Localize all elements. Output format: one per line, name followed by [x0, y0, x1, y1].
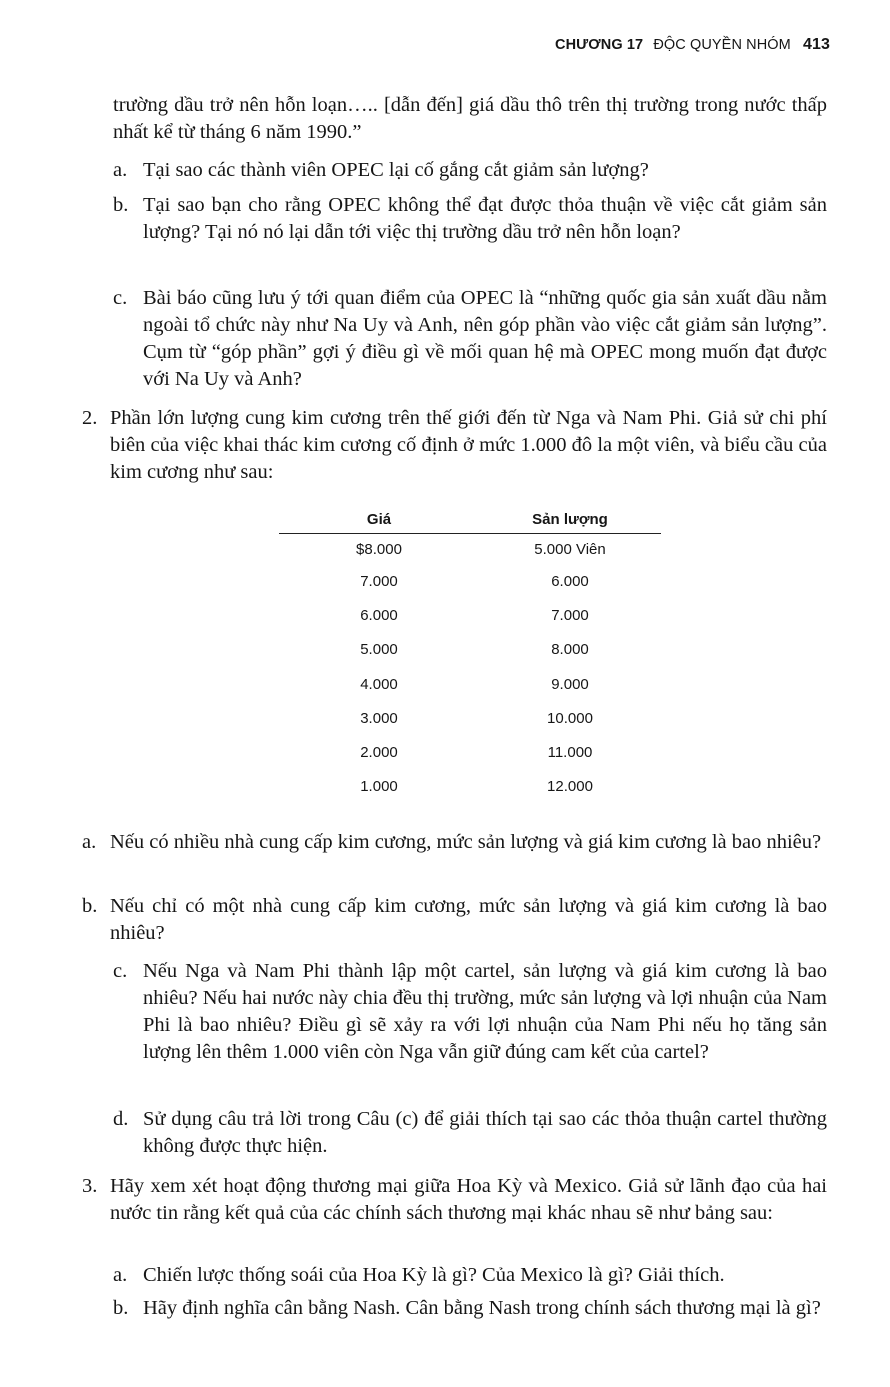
- question-2a: [82, 829, 827, 856]
- quantity-cell: 7.000: [551, 606, 589, 624]
- question-text: Phần lớn lượng cung kim cương trên thế giới đến từ Nga và Nam Phi. Giả sử chi phí biên của việc khai thác kim cương cố định ở mức 1.000 đô la một viên, và biểu cầu của kim cương như sau:: [110, 407, 827, 483]
- table-row: [279, 701, 661, 735]
- table-row: [279, 667, 661, 701]
- question-3a: [113, 1262, 827, 1289]
- question-2b: [82, 893, 827, 947]
- quantity-cell: 8.000: [551, 641, 589, 659]
- table-row: [279, 534, 661, 564]
- question-1a: [113, 157, 827, 184]
- chapter-title: ĐỘC QUYỀN NHÓM: [653, 37, 791, 53]
- question-text: Hãy định nghĩa cân bằng Nash. Cân bằng Nash trong chính sách thương mại là gì?: [143, 1297, 821, 1319]
- intro-paragraph: [113, 92, 827, 146]
- price-cell: 6.000: [360, 606, 398, 624]
- intro-text: trường dầu trở nên hỗn loạn….. [dẫn đến] giá dầu thô trên thị trường trong nước thấp nhất kể từ tháng 6 năm 1990.”: [113, 94, 827, 143]
- question-marker: 2.: [82, 407, 98, 429]
- quantity-cell: 6.000: [551, 572, 589, 590]
- column-header-quantity: Sản lượng: [532, 511, 608, 528]
- question-text: Nếu chỉ có một nhà cung cấp kim cương, mức sản lượng và giá kim cương là bao nhiêu?: [110, 895, 827, 944]
- page-number: 413: [803, 36, 830, 53]
- question-text: Hãy xem xét hoạt động thương mại giữa Hoa Kỳ và Mexico. Giả sử lãnh đạo của hai nước tin rằng kết quả của các chính sách thương mại khác nhau sẽ như bảng sau:: [110, 1175, 827, 1224]
- question-marker: 3.: [82, 1175, 98, 1197]
- question-3b: [113, 1295, 827, 1322]
- price-cell: $8.000: [356, 540, 402, 558]
- question-text: Sử dụng câu trả lời trong Câu (c) để giải thích tại sao các thỏa thuận cartel thường không được thực hiện.: [143, 1108, 827, 1157]
- question-text: Nếu Nga và Nam Phi thành lập một cartel, sản lượng và giá kim cương là bao nhiêu? Nếu hai nước này chia đều thị trường, mức sản lượng và lợi nhuận của Nam Phi là bao nhiêu? Điều gì sẽ xảy ra với lợi nhuận của Nam Phi nếu họ tăng sản lượng lên thêm 1.000 viên còn Nga vẫn giữ đúng cam kết của cartel?: [143, 960, 827, 1063]
- running-header: [555, 36, 830, 54]
- table-row: [279, 770, 661, 804]
- question-text: Chiến lược thống soái của Hoa Kỳ là gì? Của Mexico là gì? Giải thích.: [143, 1264, 725, 1286]
- question-marker: b.: [113, 1297, 129, 1319]
- price-cell: 1.000: [360, 778, 398, 796]
- price-cell: 4.000: [360, 675, 398, 693]
- price-cell: 7.000: [360, 572, 398, 590]
- question-1c: [113, 285, 827, 393]
- chapter-label: CHƯƠNG 17: [555, 37, 644, 53]
- question-marker: a.: [82, 831, 97, 853]
- question-marker: a.: [113, 159, 128, 181]
- table-body: [279, 534, 661, 804]
- table-row: [279, 598, 661, 632]
- question-marker: b.: [82, 895, 98, 917]
- question-1b: [113, 192, 827, 246]
- table-header: [279, 506, 661, 534]
- quantity-cell: 11.000: [547, 744, 593, 762]
- column-header-price: Giá: [366, 511, 392, 528]
- quantity-cell: 9.000: [551, 675, 589, 693]
- question-text: Bài báo cũng lưu ý tới quan điểm của OPEC là “những quốc gia sản xuất dầu nằm ngoài tổ chức này như Na Uy và Anh, nên góp phần vào việc cắt giảm sản lượng”. Cụm từ “góp phần” gợi ý điều gì về mối quan hệ mà OPEC mong muốn đạt được với Na Uy và Anh?: [143, 287, 827, 390]
- question-text: Tại sao bạn cho rằng OPEC không thể đạt được thỏa thuận về việc cắt giảm sản lượng? Tại nó nó lại dẫn tới việc thị trường dầu trở nên hỗn loạn?: [143, 194, 827, 243]
- table-row: [279, 564, 661, 598]
- table-row: [279, 633, 661, 667]
- question-marker: c.: [113, 287, 128, 309]
- question-2c: [113, 958, 827, 1066]
- question-text: Nếu có nhiều nhà cung cấp kim cương, mức sản lượng và giá kim cương là bao nhiêu?: [110, 831, 822, 853]
- quantity-cell: 5.000 Viên: [534, 540, 606, 558]
- question-marker: a.: [113, 1264, 128, 1286]
- question-2d: [113, 1106, 827, 1160]
- price-cell: 2.000: [360, 744, 398, 762]
- quantity-cell: 12.000: [547, 778, 593, 796]
- question-2: [82, 405, 827, 486]
- price-cell: 5.000: [360, 641, 398, 659]
- quantity-cell: 10.000: [547, 709, 593, 727]
- question-3: [82, 1173, 827, 1227]
- table-row: [279, 735, 661, 769]
- question-marker: c.: [113, 960, 128, 982]
- question-text: Tại sao các thành viên OPEC lại cố gắng cắt giảm sản lượng?: [143, 159, 649, 181]
- demand-schedule-table: [279, 506, 661, 804]
- price-cell: 3.000: [360, 709, 398, 727]
- question-marker: d.: [113, 1108, 129, 1130]
- question-marker: b.: [113, 194, 129, 216]
